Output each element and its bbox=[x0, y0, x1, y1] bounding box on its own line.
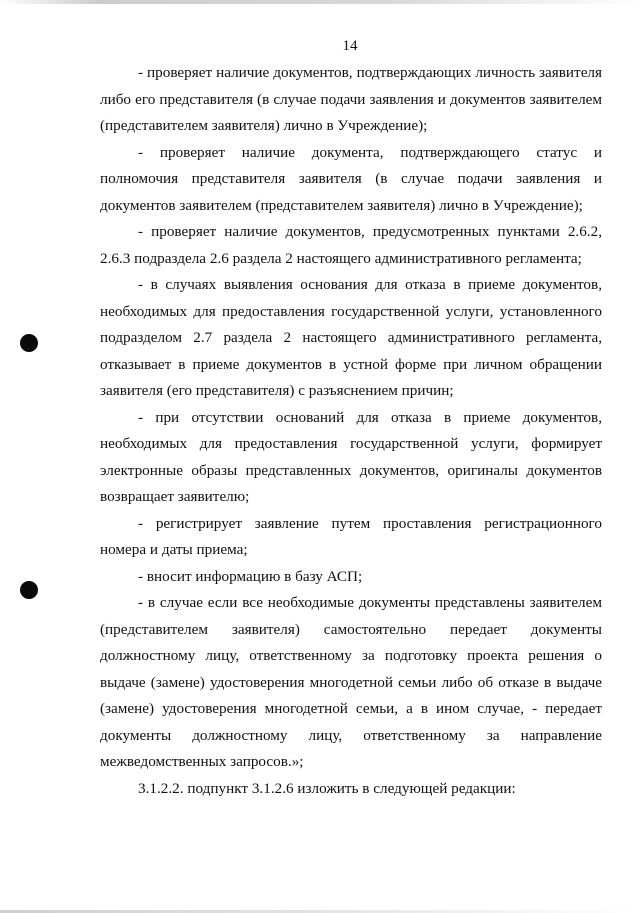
paragraph: - проверяет наличие документов, предусмотренных пунктами 2.6.2, 2.6.3 подраздела 2.6 раздела 2 настоящего административного регламента; bbox=[100, 223, 602, 267]
paragraph: - в случае если все необходимые документы представлены заявителем (представителем заявителя) самостоятельно передает документы должностному лицу, ответственному за подготовку проекта решения о выдаче (замене) удостоверения многодетной семьи либо об отказе в выдаче (замене) удостоверения многодетной семьи, а в ином случае, - передает документы должностному лицу, ответственному за направление межведомственных запросов.»; bbox=[100, 594, 602, 770]
paragraph: - проверяет наличие документа, подтверждающего статус и полномочия представителя заявителя (в случае подачи заявления и документов заявителем (представителем заявителя) лично в Учреждение); bbox=[100, 143, 602, 214]
paragraph: - регистрирует заявление путем проставления регистрационного номера и даты приема; bbox=[100, 514, 602, 558]
paragraph: 3.1.2.2. подпункт 3.1.2.6 изложить в следующей редакции: bbox=[138, 779, 516, 797]
scan-edge-top bbox=[0, 0, 640, 4]
punch-hole bbox=[20, 334, 38, 352]
punch-hole bbox=[20, 581, 38, 599]
paragraph: - при отсутствии оснований для отказа в приеме документов, необходимых для предоставления государственной услуги, формирует электронные образы представленных документов, оригиналы документов возвращает заявителю; bbox=[100, 408, 602, 505]
paragraph: - вносит информацию в базу АСП; bbox=[138, 567, 363, 585]
paragraph: - в случаях выявления основания для отказа в приеме документов, необходимых для предоставления государственной услуги, установленного подразделом 2.7 раздела 2 настоящего административного регламента, отказывает в приеме документов в устной форме при личном обращении заявителя (его представителя) с разъяснением причин; bbox=[100, 276, 602, 399]
document-body bbox=[100, 60, 602, 802]
paragraph: - проверяет наличие документов, подтверждающих личность заявителя либо его представителя (в случае подачи заявления и документов заявителем (представителем заявителя) лично в Учреждение); bbox=[100, 64, 602, 134]
page-number: 14 bbox=[342, 38, 358, 54]
